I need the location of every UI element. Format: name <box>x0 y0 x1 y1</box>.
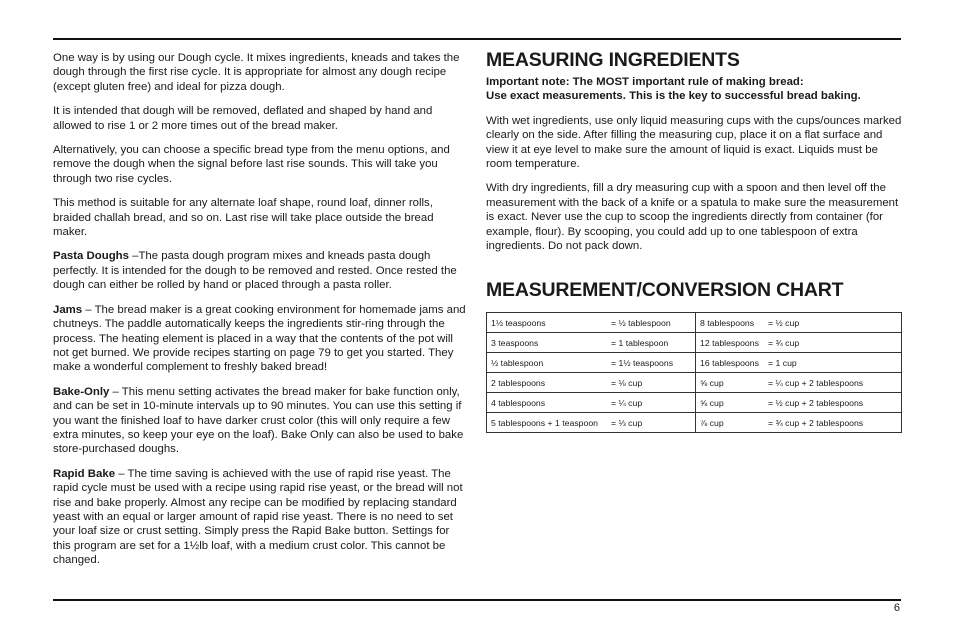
table-row <box>487 353 902 373</box>
rapid-bake-paragraph <box>53 467 468 568</box>
important-note <box>486 75 902 104</box>
rapid-bake-lead: Rapid Bake <box>53 467 116 480</box>
bake-only-text: – This menu setting activates the bread maker for bake function only, and can be set in 10-minute intervals up to 90 minutes. You can use this setting if you want the finished loaf to have darker crust color (this will only require a few extra minutes, so keep your eye on the loaf). Bake Only can also be used to bake store-purchased doughs. <box>53 385 464 456</box>
table-cell: = ⅛ cup <box>607 373 696 393</box>
method-paragraph: This method is suitable for any alternate loaf shape, round loaf, dinner rolls, braided challah bread, and so on. Last rise will take place outside the bread maker. <box>53 197 434 239</box>
table-cell: 3 teaspoons <box>487 333 608 353</box>
table-cell: = 1 cup <box>764 353 902 373</box>
dough-cycle-paragraph: One way is by using our Dough cycle. It mixes ingredients, kneads and takes the dough through the first rise cycle. It is appropriate for almost any dough recipe (except gluten free) and ideal for pizza dough. <box>53 52 460 93</box>
table-cell: 8 tablespoons <box>696 313 765 333</box>
dry-ingredients-paragraph: With dry ingredients, fill a dry measuring cup with a spoon and then level off the measurement with the back of a knife or a spatula to make sure the measurement is exact. Never use the cup to scoop the ingredients directly from container (for example, flour). By scooping, you could add up to one tablespoon of extra ingredients. Do not pack down. <box>486 182 899 253</box>
jams-lead: Jams <box>53 303 83 316</box>
conversion-chart-heading: MEASUREMENT/CONVERSION CHART <box>486 279 844 302</box>
pasta-doughs-lead: Pasta Doughs <box>53 250 129 263</box>
table-cell: = ¾ cup + 2 tablespoons <box>764 413 902 433</box>
top-rule <box>53 38 901 40</box>
table-cell: = ¼ cup <box>607 393 696 413</box>
dough-removal-paragraph: It is intended that dough will be removed, deflated and shaped by hand and allowed to rise 1 or 2 more times out of the bread maker. <box>53 105 433 132</box>
jams-paragraph <box>53 303 468 375</box>
table-cell: ⅞ cup <box>696 413 765 433</box>
table-cell: = ½ tablespoon <box>607 313 696 333</box>
table-row <box>487 333 902 353</box>
table-cell: = ¾ cup <box>764 333 902 353</box>
measuring-ingredients-heading: MEASURING INGREDIENTS <box>486 49 740 71</box>
important-note-line-2: Use exact measurements. This is the key to successful bread baking. <box>486 90 861 103</box>
jams-text: – The bread maker is a great cooking environment for homemade jams and chutneys. The paddle automatically keeps the ingredients stir-ring through the process. The heating element is placed in a way that the contents of the pot will not get burned. We provide recipes starting on page 79 to get you started. They make a wonderful complement to freshly baked bread! <box>53 303 466 374</box>
alternative-paragraph: Alternatively, you can choose a specific bread type from the menu options, and remove the dough when the signal before last rise sounds. This will take you through two rise cycles. <box>53 144 450 185</box>
table-cell: = 1 tablespoon <box>607 333 696 353</box>
table-cell: 12 tablespoons <box>696 333 765 353</box>
pasta-doughs-text: –The pasta dough program mixes and kneads pasta dough perfectly. It is intended for the dough to be removed and rested. Once rested the dough can either be rolled by hand or placed through a pasta roller. <box>53 250 457 292</box>
bake-only-lead: Bake-Only <box>53 385 110 398</box>
table-cell: = 1½ teaspoons <box>607 353 696 373</box>
pasta-doughs-paragraph <box>53 249 468 292</box>
table-row <box>487 313 902 333</box>
table-cell: 4 tablespoons <box>487 393 608 413</box>
table-cell: 16 tablespoons <box>696 353 765 373</box>
table-row <box>487 393 902 413</box>
conversion-table <box>486 312 902 433</box>
bake-only-paragraph <box>53 385 468 457</box>
table-cell: 1½ teaspoons <box>487 313 608 333</box>
table-cell: = ¼ cup + 2 tablespoons <box>764 373 902 393</box>
right-column <box>486 49 902 433</box>
bottom-rule <box>53 599 901 601</box>
table-cell: ⅝ cup <box>696 373 765 393</box>
page-number: 6 <box>893 602 900 614</box>
left-column <box>53 51 468 578</box>
table-cell: = ½ cup + 2 tablespoons <box>764 393 902 413</box>
wet-ingredients-paragraph: With wet ingredients, use only liquid measuring cups with the cups/ounces marked clearly on the side. After filling the measuring cup, place it on a flat surface and view it at eye level to make sure the amount of liquid is exact. Liquids must be room temperature. <box>486 114 902 171</box>
table-cell: ½ tablespoon <box>487 353 608 373</box>
rapid-bake-text: – The time saving is achieved with the use of rapid rise yeast. The rapid cycle must be used with a recipe using rapid rise yeast, or the bread will not rise and bake properly. Almost any recipe can be modified by replacing standard yeast with an equal or larger amount of rapid rise yeast. There is no need to set your loaf size or crust setting. Simply press the Rapid Bake button. Settings for this program are set for a 1½lb loaf, with a medium crust color. This cannot be changed. <box>53 467 463 567</box>
important-note-line-1: Important note: The MOST important rule of making bread: <box>486 76 804 88</box>
table-cell: = ½ cup <box>764 313 902 333</box>
table-row <box>487 373 902 393</box>
table-cell: 5 tablespoons + 1 teaspoon <box>487 413 608 433</box>
table-cell: = ⅓ cup <box>607 413 696 433</box>
table-cell: ⅝ cup <box>696 393 765 413</box>
table-row <box>487 413 902 433</box>
table-cell: 2 tablespoons <box>487 373 608 393</box>
